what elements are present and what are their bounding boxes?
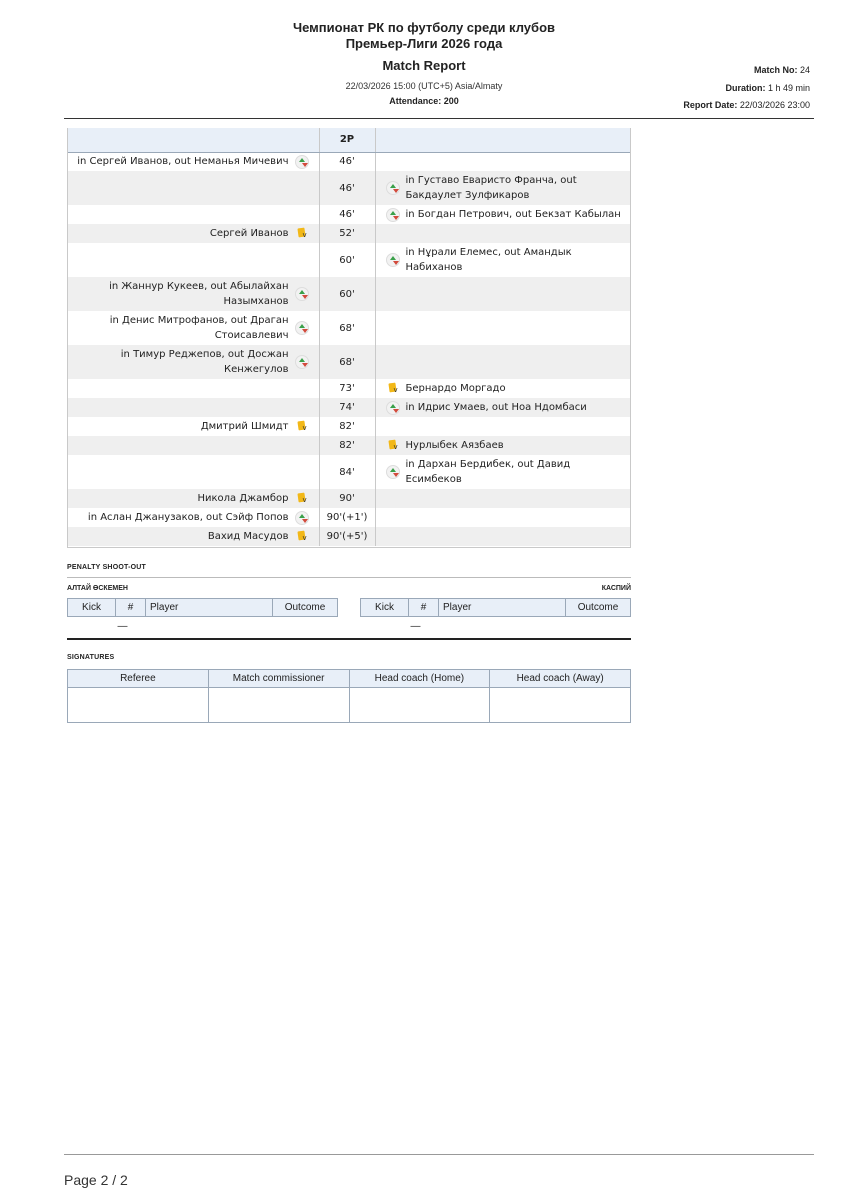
event-row <box>67 436 631 455</box>
events-header-period: 2P <box>319 128 375 152</box>
event-home-cell <box>67 379 319 398</box>
event-minute: 68' <box>319 345 375 379</box>
penalty-home-col-number: # <box>116 599 146 617</box>
penalty-away-col-player: Player <box>439 599 566 617</box>
yellow-card-icon <box>386 439 400 453</box>
event-home-cell <box>67 417 319 436</box>
event-home-text: in Сергей Иванов, out Неманья Мичевич <box>77 156 289 168</box>
event-home-cell <box>67 345 319 379</box>
event-away-cell <box>375 277 631 311</box>
event-minute: 68' <box>319 311 375 345</box>
penalty-section-label: PENALTY SHOOT-OUT <box>67 564 146 571</box>
event-minute: 52' <box>319 224 375 243</box>
event-home-cell <box>67 508 319 527</box>
substitution-icon <box>386 253 400 267</box>
signature-col-home-coach: Head coach (Home) <box>349 670 490 688</box>
signature-col-commissioner: Match commissioner <box>208 670 349 688</box>
event-away-text: Нурлыбек Аязбаев <box>405 440 504 451</box>
event-home-cell <box>67 152 319 171</box>
report-date-label: Report Date: <box>683 100 738 110</box>
penalty-away-empty: — <box>410 621 421 633</box>
event-home-cell <box>67 224 319 243</box>
event-minute: 82' <box>319 417 375 436</box>
signatures-row <box>68 688 631 723</box>
report-title: Match Report <box>382 58 466 73</box>
signature-box-referee[interactable] <box>68 688 209 723</box>
yellow-card-icon <box>295 227 309 241</box>
yellow-card-icon <box>295 420 309 434</box>
event-away-cell <box>375 243 631 277</box>
penalty-home-col-outcome: Outcome <box>273 599 338 617</box>
event-row <box>67 508 631 527</box>
substitution-icon <box>386 208 400 222</box>
penalty-home-empty-row <box>68 617 338 637</box>
event-home-text: Сергей Иванов <box>209 228 289 239</box>
report-date <box>683 97 810 115</box>
event-minute: 46' <box>319 171 375 205</box>
signature-col-away-coach: Head coach (Away) <box>490 670 631 688</box>
event-away-cell <box>375 379 631 398</box>
event-home-cell <box>67 311 319 345</box>
event-away-cell <box>375 508 631 527</box>
event-row <box>67 171 631 205</box>
event-home-text: in Жаннур Кукеев, out Абылайхан Назымханов <box>109 281 289 307</box>
event-minute: 90'(+1') <box>319 508 375 527</box>
penalty-home-col-kick: Kick <box>68 599 116 617</box>
substitution-icon <box>295 155 309 169</box>
event-away-text: Бернардо Моргадо <box>405 383 506 394</box>
page-number: Page 2 / 2 <box>64 1172 128 1188</box>
events-header-row <box>67 128 631 152</box>
event-away-cell <box>375 224 631 243</box>
signature-box-commissioner[interactable] <box>208 688 349 723</box>
event-away-text: in Богдан Петрович, out Бекзат Кабылан <box>405 209 621 220</box>
events-header-away <box>375 128 631 152</box>
match-datetime: 22/03/2026 15:00 (UTC+5) Asia/Almaty <box>345 81 503 91</box>
signatures-section-label: SIGNATURES <box>67 654 115 661</box>
event-away-cell <box>375 205 631 224</box>
penalty-away-header <box>361 599 631 617</box>
event-minute: 90'(+5') <box>319 527 375 546</box>
event-home-cell <box>67 489 319 508</box>
penalty-home-table <box>67 598 338 637</box>
events-body <box>67 152 631 546</box>
signature-box-away-coach[interactable] <box>490 688 631 723</box>
substitution-icon <box>386 465 400 479</box>
event-away-cell <box>375 311 631 345</box>
match-no-value: 24 <box>799 65 810 75</box>
penalty-home-header <box>68 599 338 617</box>
event-away-text: in Густаво Еваристо Франча, out Бакдаулет Зулфикаров <box>405 175 577 201</box>
duration <box>683 80 810 98</box>
match-events-table <box>67 128 631 546</box>
competition-title-line2: Премьер-Лиги 2026 года <box>345 36 503 51</box>
event-away-text: in Идрис Умаев, out Ноа Ндомбаси <box>405 402 587 413</box>
event-home-cell <box>67 243 319 277</box>
event-minute: 84' <box>319 455 375 489</box>
event-away-cell <box>375 171 631 205</box>
event-minute: 73' <box>319 379 375 398</box>
event-row <box>67 224 631 243</box>
event-away-cell <box>375 417 631 436</box>
event-home-cell <box>67 398 319 417</box>
match-no <box>683 62 810 80</box>
yellow-card-icon <box>295 530 309 544</box>
event-away-cell <box>375 398 631 417</box>
event-minute: 60' <box>319 277 375 311</box>
event-home-text: in Тимур Реджепов, out Досжан Кенжегулов <box>120 349 289 375</box>
section-divider <box>67 638 631 640</box>
signature-box-home-coach[interactable] <box>349 688 490 723</box>
header-divider <box>64 118 814 119</box>
event-row <box>67 152 631 171</box>
report-meta <box>683 62 810 115</box>
event-row <box>67 417 631 436</box>
substitution-icon <box>295 355 309 369</box>
event-away-text: in Нұрали Елемес, out Амандык Набиханов <box>405 247 572 273</box>
event-row <box>67 489 631 508</box>
event-row <box>67 243 631 277</box>
event-home-text: Никола Джамбор <box>197 493 289 504</box>
substitution-icon <box>386 181 400 195</box>
event-away-cell <box>375 345 631 379</box>
event-away-cell <box>375 489 631 508</box>
event-row <box>67 527 631 546</box>
substitution-icon <box>295 287 309 301</box>
substitution-icon <box>295 321 309 335</box>
event-minute: 46' <box>319 152 375 171</box>
competition-title-line1: Чемпионат РК по футболу среди клубов <box>292 20 555 35</box>
event-away-text: in Дархан Бердибек, out Давид Есимбеков <box>405 459 571 485</box>
event-minute: 90' <box>319 489 375 508</box>
event-row <box>67 311 631 345</box>
penalty-away-table <box>360 598 631 637</box>
signatures-header <box>68 670 631 688</box>
duration-value: 1 h 49 min <box>767 82 810 93</box>
event-row <box>67 379 631 398</box>
penalty-home-empty: — <box>117 621 128 633</box>
penalty-away-team: КАСПИЙ <box>601 585 631 592</box>
event-row <box>67 277 631 311</box>
event-home-cell <box>67 527 319 546</box>
events-header-home <box>67 128 319 152</box>
penalty-away-empty-row <box>361 617 631 637</box>
penalty-away-col-outcome: Outcome <box>566 599 631 617</box>
signatures-table <box>67 669 631 723</box>
event-minute: 60' <box>319 243 375 277</box>
event-row <box>67 398 631 417</box>
match-no-label: Match No: <box>753 65 798 75</box>
signature-col-referee: Referee <box>68 670 209 688</box>
event-home-cell <box>67 277 319 311</box>
event-home-text: in Денис Митрофанов, out Драган Стоисавлевич <box>109 315 289 341</box>
penalty-away-col-kick: Kick <box>361 599 409 617</box>
attendance-value: 200 <box>443 96 459 106</box>
yellow-card-icon <box>295 492 309 506</box>
event-row <box>67 345 631 379</box>
report-date-value: 22/03/2026 23:00 <box>739 100 810 110</box>
penalty-home-col-player: Player <box>146 599 273 617</box>
event-home-cell <box>67 205 319 224</box>
penalty-section-rule <box>67 577 631 578</box>
event-away-cell <box>375 152 631 171</box>
event-home-cell <box>67 436 319 455</box>
event-minute: 46' <box>319 205 375 224</box>
yellow-card-icon <box>386 382 400 396</box>
event-minute: 74' <box>319 398 375 417</box>
event-home-text: Вахид Масудов <box>207 531 289 542</box>
event-minute: 82' <box>319 436 375 455</box>
substitution-icon <box>295 511 309 525</box>
substitution-icon <box>386 401 400 415</box>
event-home-text: Дмитрий Шмидт <box>200 421 289 432</box>
event-away-cell <box>375 455 631 489</box>
event-home-cell <box>67 455 319 489</box>
event-home-text: in Аслан Джанузаков, out Сэйф Попов <box>87 512 289 523</box>
event-row <box>67 205 631 224</box>
penalty-away-col-number: # <box>409 599 439 617</box>
event-row <box>67 455 631 489</box>
penalty-home-team: АЛТАЙ ӨСКЕМЕН <box>67 585 128 592</box>
footer-divider <box>64 1154 814 1155</box>
attendance-label: Attendance: <box>389 96 442 106</box>
event-home-cell <box>67 171 319 205</box>
event-away-cell <box>375 527 631 546</box>
duration-label: Duration: <box>725 82 766 93</box>
event-away-cell <box>375 436 631 455</box>
